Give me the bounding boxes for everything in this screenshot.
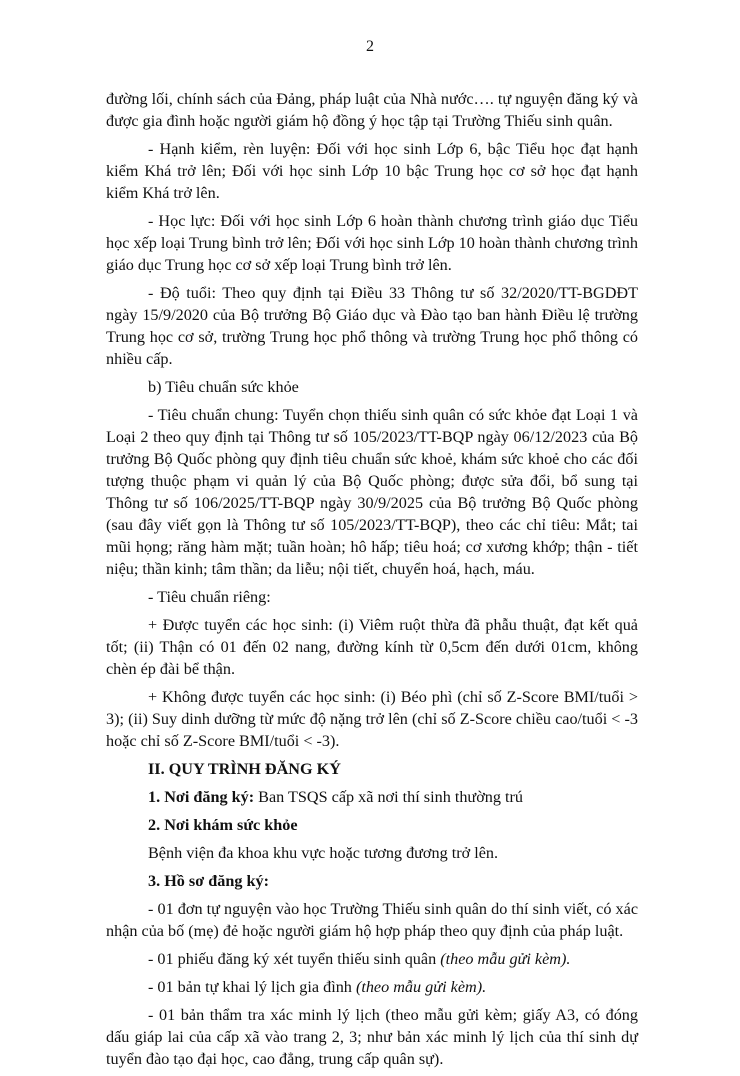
section-heading: II. QUY TRÌNH ĐĂNG KÝ: [148, 760, 341, 778]
doc-item-text: - 01 phiếu đăng ký xét tuyển thiếu sinh quân: [148, 950, 441, 968]
item-registration-text: Ban TSQS cấp xã nơi thí sinh thường trú: [254, 788, 523, 806]
doc-item-text: - 01 bản tự khai lý lịch gia đình: [148, 978, 356, 996]
paragraph-accepted: + Được tuyển các học sinh: (i) Viêm ruột thừa đã phẫu thuật, đạt kết quả tốt; (ii) Thận có 01 đến 02 nang, đường kính từ 0,5cm đến dưới 01cm, không chèn ép đài bể thận.: [106, 616, 638, 678]
paragraph-academic: - Học lực: Đối với học sinh Lớp 6 hoàn thành chương trình giáo dục Tiểu học xếp loại Trung bình trở lên; Đối với học sinh Lớp 10 hoàn thành chương trình giáo dục Trung học cơ sở xếp loại Trung bình trở lên.: [106, 212, 638, 274]
paragraph-health-specific-title: - Tiêu chuẩn riêng:: [148, 588, 271, 606]
doc-item-text: - 01 đơn tự nguyện vào học Trường Thiếu sinh quân do thí sinh viết, có xác nhận của bố (mẹ) đẻ hoặc người giám hộ hợp pháp theo quy định của pháp luật.: [106, 900, 638, 940]
item-registration-label: 1. Nơi đăng ký:: [148, 788, 255, 806]
doc-item-note: (theo mẫu gửi kèm).: [440, 950, 571, 968]
page-content: [106, 88, 638, 1076]
item-registration-place: [106, 786, 638, 808]
doc-item: [106, 948, 638, 970]
doc-item: [106, 898, 638, 942]
doc-item: [106, 1004, 638, 1070]
paragraph-conduct: - Hạnh kiểm, rèn luyện: Đối với học sinh Lớp 6, bậc Tiểu học đạt hạnh kiểm Khá trở lên; Đối với học sinh Lớp 10 bậc Trung học cơ sở học đạt hạnh kiểm Khá trở lên.: [106, 140, 638, 202]
doc-item-note: (theo mẫu gửi kèm).: [355, 978, 487, 996]
paragraph-health-general: - Tiêu chuẩn chung: Tuyển chọn thiếu sinh quân có sức khỏe đạt Loại 1 và Loại 2 theo quy định tại Thông tư số 105/2023/TT-BQP ngày 06/12/2023 của Bộ trưởng Bộ Quốc phòng quy định tiêu chuẩn sức khoẻ, khám sức khoẻ cho các đối tượng thuộc phạm vi quản lý của Bộ Quốc phòng; được sửa đổi, bổ sung tại Thông tư số 106/2025/TT-BQP ngày 30/9/2025 của Bộ trưởng Bộ Quốc phòng (sau đây viết gọn là Thông tư số 105/2023/TT-BQP), theo các chỉ tiêu: Mắt; tai mũi họng; răng hàm mặt; tuần hoàn; hô hấp; tiêu hoá; cơ xương khớp; thận - tiết niệu; thần kinh; tâm thần; da liễu; nội tiết, chuyển hoá, hạch, máu.: [106, 406, 638, 578]
item-health-check-label: 2. Nơi khám sức khỏe: [148, 816, 298, 834]
page-number: 2: [366, 38, 374, 55]
doc-item-text: - 01 bản thẩm tra xác minh lý lịch (theo mẫu gửi kèm; giấy A3, có đóng dấu giáp lai của cấp xã vào trang 2, 3; như bản xác minh lý lịch của thí sinh dự tuyển đào tạo đại học, cao đẳng, trung cấp quân sự).: [106, 1006, 638, 1068]
item-documents-label: 3. Hồ sơ đăng ký:: [148, 872, 269, 890]
paragraph-health-title: b) Tiêu chuẩn sức khỏe: [148, 378, 299, 396]
paragraph-not-accepted: + Không được tuyển các học sinh: (i) Béo phì (chỉ số Z-Score BMI/tuổi > 3); (ii) Suy dinh dưỡng từ mức độ nặng trở lên (chỉ số Z-Score chiều cao/tuổi < -3 hoặc chỉ số Z-Score BMI/tuổi < -3).: [106, 688, 638, 750]
paragraph-continuation: đường lối, chính sách của Đảng, pháp luật của Nhà nước…. tự nguyện đăng ký và được gia đình hoặc người giám hộ đồng ý học tập tại Trường Thiếu sinh quân.: [106, 90, 638, 130]
paragraph-age: - Độ tuổi: Theo quy định tại Điều 33 Thông tư số 32/2020/TT-BGDĐT ngày 15/9/2020 của Bộ trưởng Bộ Giáo dục và Đào tạo ban hành Điều lệ trường Trung học cơ sở, trường Trung học phổ thông và trường Trung học phổ thông có nhiều cấp.: [106, 284, 638, 368]
doc-item: [106, 976, 638, 998]
item-health-check-text: Bệnh viện đa khoa khu vực hoặc tương đương trở lên.: [148, 844, 499, 862]
